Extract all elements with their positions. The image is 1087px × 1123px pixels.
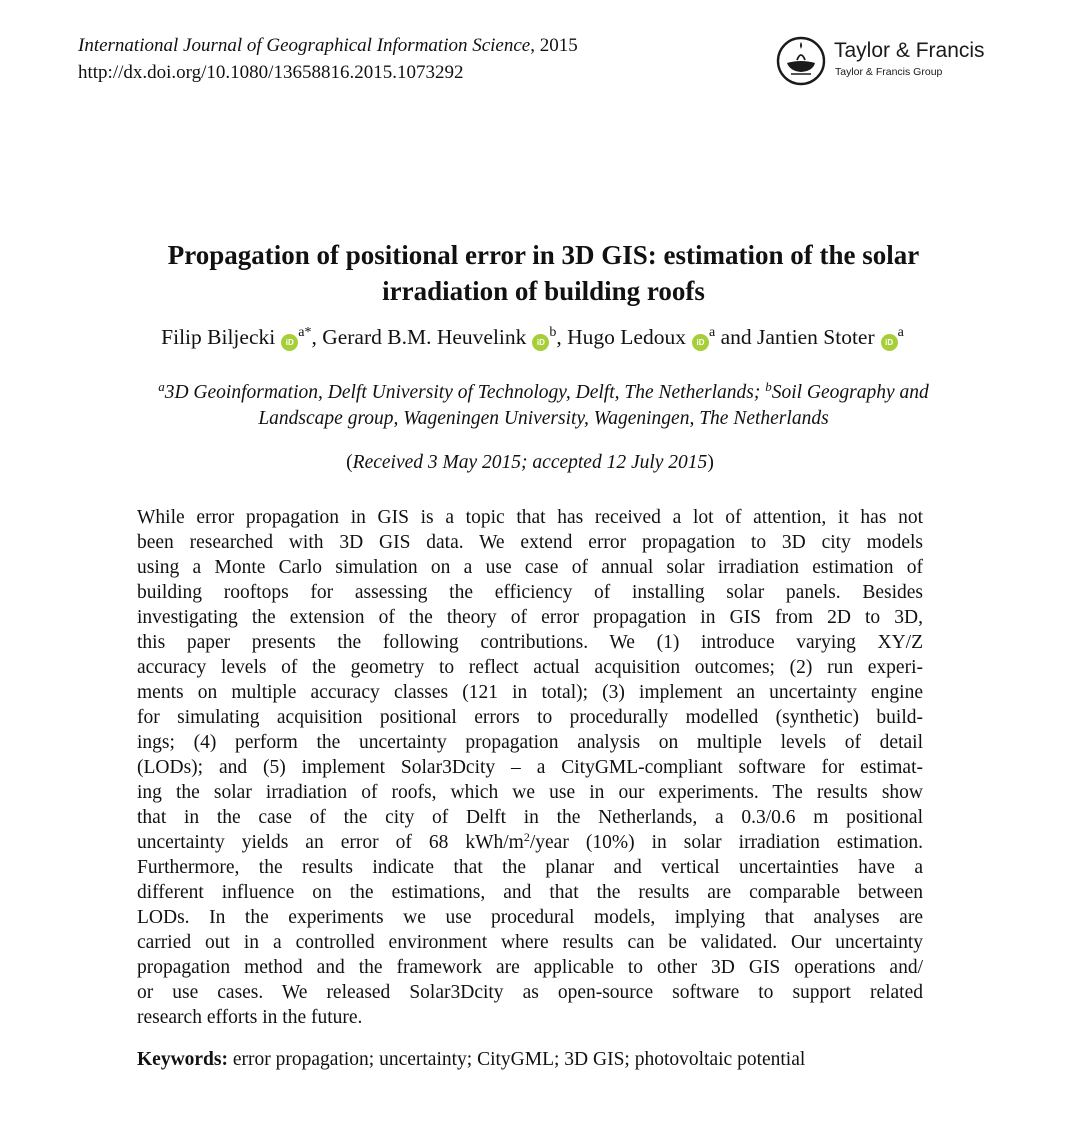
abstract-line: ing the solar irradiation of roofs, which we use in our experiments. The results show: [137, 782, 923, 803]
abstract-line: building rooftops for assessing the efficiency of installing solar panels. Besides: [137, 582, 923, 603]
abstract-line-part: /year (10%) in solar irradiation estimation.: [529, 832, 923, 853]
abstract-line: (LODs); and (5) implement Solar3Dcity – a CityGML-compliant software for estimat-: [137, 757, 923, 778]
superscript-two: 2: [523, 830, 530, 844]
corresponding-author-mark: *: [304, 325, 312, 340]
abstract-line: that in the case of the city of Delft in the Netherlands, a 0.3/0.6 m positional: [137, 807, 923, 828]
affiliation-mark: a: [298, 325, 305, 340]
orcid-icon[interactable]: iD: [692, 334, 709, 351]
title-line-2: irradiation of building roofs: [382, 276, 705, 306]
received-dates: [0, 450, 1060, 476]
author-name: Jantien Stoter: [756, 325, 875, 349]
journal-citation: [78, 32, 578, 59]
abstract-line: using a Monte Carlo simulation on a use case of annual solar irradiation estimation of: [137, 557, 923, 578]
publisher-group: Taylor & Francis Group: [835, 66, 943, 78]
affiliation-line-1: [60, 380, 1027, 406]
doi-link[interactable]: http://dx.doi.org/10.1080/13658816.2015.1073292: [78, 62, 464, 83]
title-line-1: Propagation of positional error in 3D GIS: estimation of the solar: [167, 240, 920, 270]
publisher-name: Taylor & Francis: [834, 39, 985, 62]
abstract-line: Furthermore, the results indicate that the planar and vertical uncertainties have a: [137, 857, 923, 878]
affiliation-mark: a: [897, 325, 904, 340]
abstract-line: this paper presents the following contributions. We (1) introduce varying XY/Z: [137, 632, 923, 653]
orcid-icon[interactable]: iD: [281, 334, 298, 351]
affiliation-a: 3D Geoinformation, Delft University of Technology, Delft, The Netherlands;: [164, 382, 761, 403]
abstract-line: propagation method and the framework are applicable to other 3D GIS operations and/: [137, 957, 923, 978]
author-name: Gerard B.M. Heuvelink: [322, 325, 527, 349]
affiliation-mark: a: [708, 325, 716, 340]
abstract-line: LODs. In the experiments we use procedural models, implying that analyses are: [137, 907, 923, 928]
abstract-line: investigating the extension of the theory of error propagation in GIS from 2D to 3D,: [137, 607, 923, 628]
abstract-line: for simulating acquisition positional errors to procedurally modelled (synthetic) build-: [137, 707, 923, 728]
orcid-icon[interactable]: iD: [881, 334, 898, 351]
journal-header: [78, 32, 578, 86]
affiliation-mark: b: [549, 325, 557, 340]
abstract-line: While error propagation in GIS is a topic that has received a lot of attention, it has not: [137, 507, 923, 528]
author-separator: ,: [556, 325, 568, 349]
abstract-line: ings; (4) perform the uncertainty propagation analysis on multiple levels of detail: [137, 732, 923, 753]
received-open-paren: (: [346, 452, 353, 473]
abstract-line: carried out in a controlled environment where results can be validated. Our uncertainty: [137, 932, 923, 953]
abstract-line: research efforts in the future.: [137, 1007, 363, 1028]
abstract-line-with-superscript: [137, 830, 923, 855]
affiliation-mark-b: b: [765, 379, 772, 394]
abstract-line-part: uncertainty yields an error of 68 kWh/m: [137, 832, 524, 853]
received-close-paren: ): [707, 452, 714, 473]
oil-lamp-icon: [776, 36, 826, 86]
abstract-line: been researched with 3D GIS data. We extend error propagation to 3D city models: [137, 532, 923, 553]
abstract-line: ments on multiple accuracy classes (121 in total); (3) implement an uncertainty engine: [137, 682, 923, 703]
author-separator: and: [715, 325, 757, 349]
received-text: Received 3 May 2015; accepted 12 July 2015: [352, 452, 708, 473]
affiliations: [60, 380, 1027, 432]
orcid-icon[interactable]: iD: [532, 334, 549, 351]
publisher-logo: [776, 36, 996, 86]
author-list: [0, 322, 1065, 352]
affiliation-b-part1: Soil Geography and: [771, 382, 929, 403]
keywords-text: error propagation; uncertainty; CityGML; 3D GIS; photovoltaic potential: [228, 1049, 806, 1070]
paper-title: [0, 237, 1087, 309]
author-separator: ,: [311, 325, 323, 349]
author-name: Filip Biljecki: [161, 325, 276, 349]
keywords-label: Keywords:: [137, 1049, 228, 1070]
journal-year: , 2015: [530, 35, 578, 56]
abstract-line: or use cases. We released Solar3Dcity as open-source software to support related: [137, 982, 923, 1003]
affiliation-b-part2: Landscape group, Wageningen University, Wageningen, The Netherlands: [258, 408, 829, 429]
keywords: [137, 1047, 923, 1072]
abstract-line: different influence on the estimations, and that the results are comparable between: [137, 882, 923, 903]
abstract-line: accuracy levels of the geometry to reflect actual acquisition outcomes; (2) run experi-: [137, 657, 923, 678]
journal-name: International Journal of Geographical Information Science: [78, 35, 531, 56]
author-name: Hugo Ledoux: [567, 325, 686, 349]
abstract: [137, 505, 923, 1030]
affiliation-mark-a: a: [158, 379, 165, 394]
